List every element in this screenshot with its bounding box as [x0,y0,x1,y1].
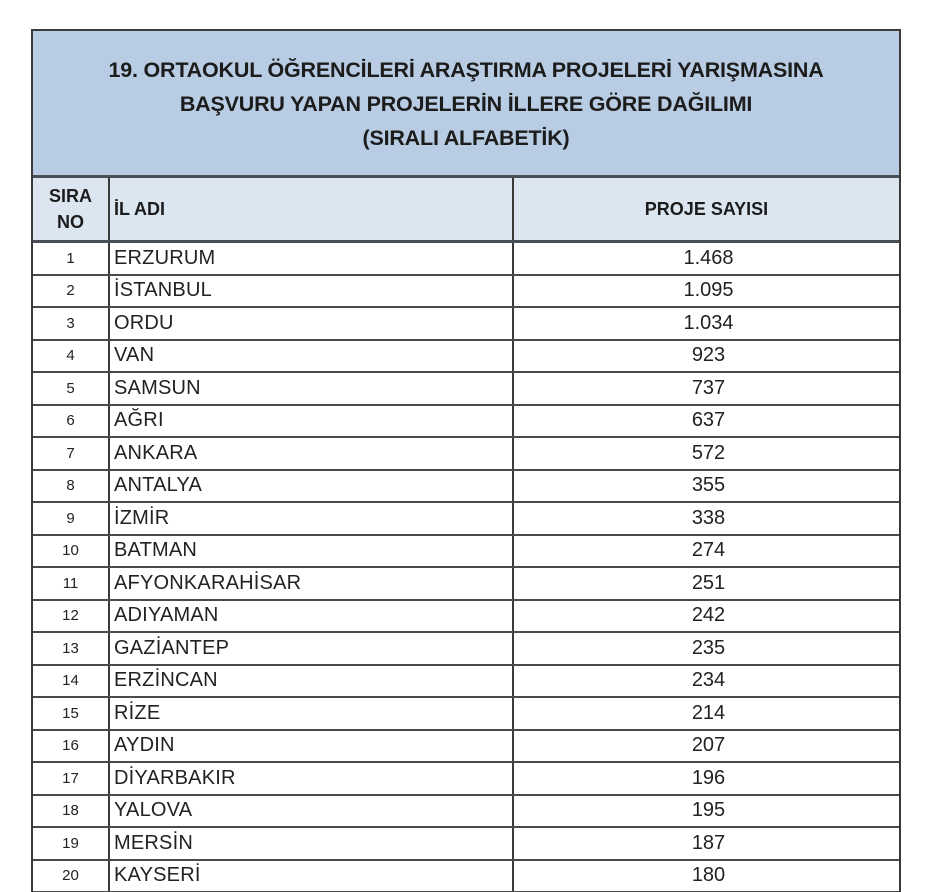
table-row [33,470,899,503]
row-number: 9 [33,502,109,535]
table-row [33,502,899,535]
row-number: 12 [33,600,109,633]
row-number: 18 [33,795,109,828]
project-count: 207 [513,730,899,763]
project-count: 274 [513,535,899,568]
table-row [33,535,899,568]
province-name: ANKARA [109,437,513,470]
project-count: 1.034 [513,307,899,340]
row-number: 3 [33,307,109,340]
row-number: 19 [33,827,109,860]
sira-label: SIRA [48,186,92,206]
header-row [33,178,899,242]
province-name: GAZİANTEP [109,632,513,665]
province-name: VAN [109,340,513,373]
table-title [33,31,899,178]
row-number: 7 [33,437,109,470]
column-header-il-adi: İL ADI [109,178,513,242]
province-name: AFYONKARAHİSAR [109,567,513,600]
table-row [33,697,899,730]
table-row [33,795,899,828]
row-number: 6 [33,405,109,438]
province-name: BATMAN [109,535,513,568]
table-row [33,437,899,470]
province-name: YALOVA [109,795,513,828]
table-row [33,860,899,892]
row-number: 17 [33,762,109,795]
row-number: 20 [33,860,109,892]
province-name: İSTANBUL [109,275,513,308]
table-row [33,762,899,795]
province-name: İZMİR [109,502,513,535]
table-row [33,275,899,308]
table-row [33,632,899,665]
province-name: ERZURUM [109,242,513,275]
row-number: 2 [33,275,109,308]
province-name: AYDIN [109,730,513,763]
project-count: 214 [513,697,899,730]
project-count: 572 [513,437,899,470]
title-line-2: BAŞVURU YAPAN PROJELERİN İLLERE GÖRE DAĞILIMI [179,92,753,116]
table-row [33,730,899,763]
row-number: 13 [33,632,109,665]
table-row [33,567,899,600]
column-header-sira-no [33,178,109,242]
title-line-3: (SIRALI ALFABETİK) [362,126,570,150]
row-number: 15 [33,697,109,730]
row-number: 8 [33,470,109,503]
project-count: 242 [513,600,899,633]
table-row [33,405,899,438]
province-name: KAYSERİ [109,860,513,892]
project-count: 923 [513,340,899,373]
no-label: NO [57,212,84,232]
row-number: 10 [33,535,109,568]
project-count: 234 [513,665,899,698]
project-count: 235 [513,632,899,665]
province-name: ANTALYA [109,470,513,503]
table-row [33,827,899,860]
row-number: 1 [33,242,109,275]
province-name: ORDU [109,307,513,340]
province-project-table [31,29,901,892]
table-body [33,242,899,892]
project-count: 180 [513,860,899,892]
project-count: 1.468 [513,242,899,275]
row-number: 14 [33,665,109,698]
title-line-1: 19. ORTAOKUL ÖĞRENCİLERİ ARAŞTIRMA PROJELERİ YARIŞMASINA [108,58,824,82]
table-row [33,665,899,698]
table-row [33,340,899,373]
province-name: RİZE [109,697,513,730]
province-name: DİYARBAKIR [109,762,513,795]
project-count: 637 [513,405,899,438]
project-count: 1.095 [513,275,899,308]
row-number: 11 [33,567,109,600]
table-row [33,242,899,275]
table-row [33,372,899,405]
province-name: MERSİN [109,827,513,860]
project-count: 355 [513,470,899,503]
project-count: 251 [513,567,899,600]
province-name: AĞRI [109,405,513,438]
table-row [33,307,899,340]
data-table [33,178,899,892]
row-number: 4 [33,340,109,373]
province-name: ERZİNCAN [109,665,513,698]
project-count: 737 [513,372,899,405]
project-count: 196 [513,762,899,795]
row-number: 5 [33,372,109,405]
project-count: 338 [513,502,899,535]
row-number: 16 [33,730,109,763]
column-header-proje-sayisi: PROJE SAYISI [513,178,899,242]
province-name: SAMSUN [109,372,513,405]
project-count: 187 [513,827,899,860]
project-count: 195 [513,795,899,828]
table-row [33,600,899,633]
province-name: ADIYAMAN [109,600,513,633]
